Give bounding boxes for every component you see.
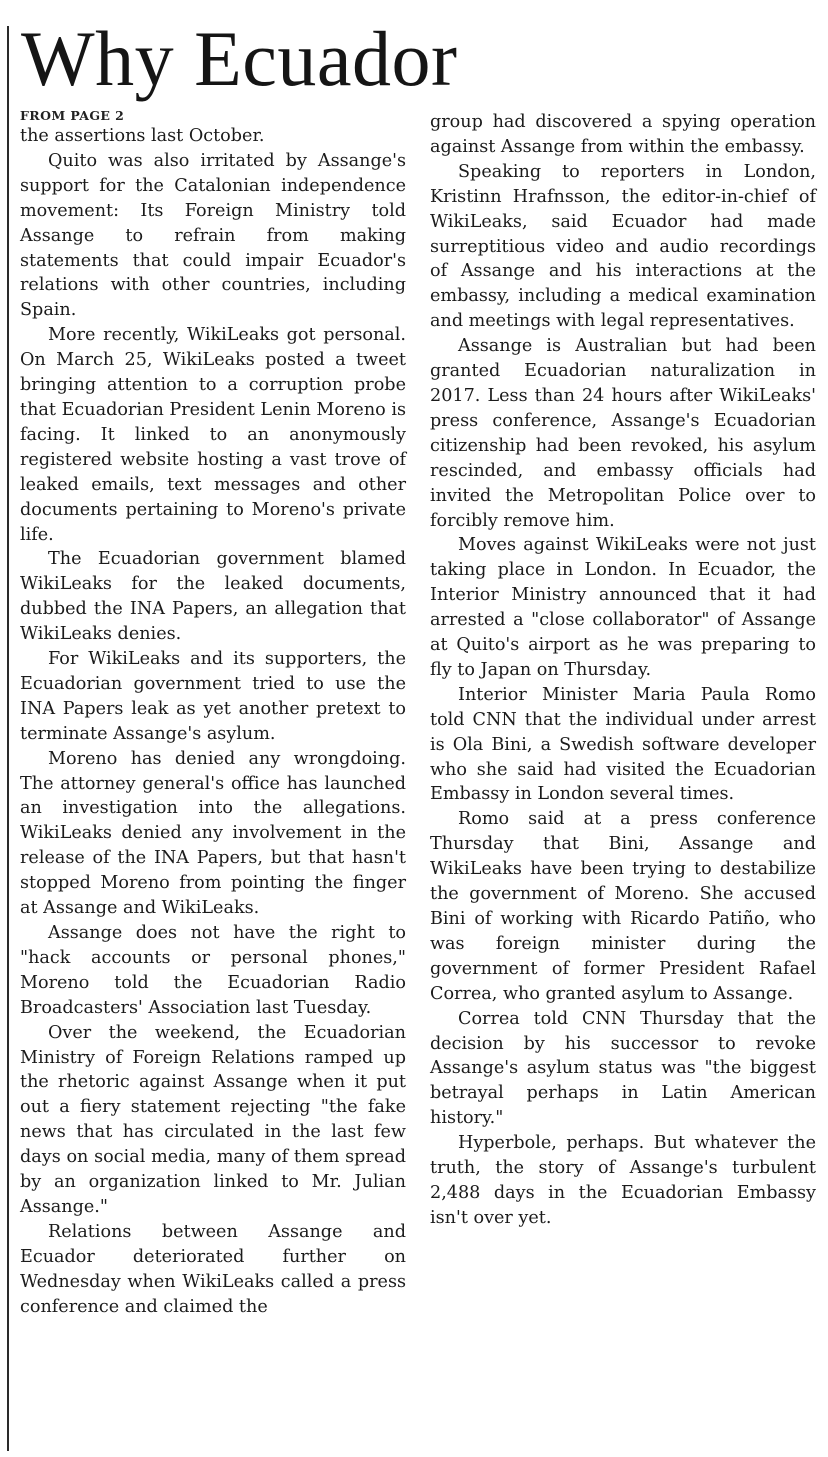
paragraph: Relations between Assange and Ecuador deteriorated further on Wednesday when WikiLeaks called a press conference and claimed the: [20, 1221, 406, 1317]
paragraph: For WikiLeaks and its supporters, the Ecuadorian government tried to use the INA Papers leak as yet another pretext to terminate Assange's asylum.: [20, 649, 406, 744]
column-rule: [7, 26, 9, 1451]
paragraph: Moreno has denied any wrongdoing. The attorney general's office has launched an investigation into the allegations. WikiLeaks denied any involvement in the release of the INA Papers, but that hasn't stopped Moreno from pointing the finger at Assange and WikiLeaks.: [20, 748, 406, 919]
right-column: [430, 110, 816, 1231]
paragraph: The Ecuadorian government blamed WikiLeaks for the leaked documents, dubbed the INA Papers, an allegation that WikiLeaks denies.: [20, 549, 406, 645]
paragraph: Assange is Australian but had been granted Ecuadorian naturalization in 2017. Less than 24 hours after WikiLeaks' press conference, Assange's Ecuadorian citizenship had been revoked, his asylum rescinded, and embassy officials had invited the Metropolitan Police over to forcibly remove him.: [430, 336, 816, 531]
paragraph: Moves against WikiLeaks were not just taking place in London. In Ecuador, the Interior Ministry announced that it had arrested a "close collaborator" of Assange at Quito's airport as he was preparing to fly to Japan on Thursday.: [430, 535, 816, 680]
paragraph: Speaking to reporters in London, Kristinn Hrafnsson, the editor-in-chief of WikiLeaks, said Ecuador had made surreptitious video and audio recordings of Assange and his interactions at the embassy, including a medical examination and meetings with legal representatives.: [430, 161, 816, 332]
paragraph: Quito was also irritated by Assange's support for the Catalonian independence movement: Its Foreign Ministry told Assange to refrain from making statements that could impair Ecuador's relations with other countries, including Spain.: [20, 150, 406, 321]
paragraph: Hyperbole, perhaps. But whatever the truth, the story of Assange's turbulent 2,488 days in the Ecuadorian Embassy isn't over yet.: [430, 1133, 816, 1228]
paragraph: Romo said at a press conference Thursday that Bini, Assange and WikiLeaks have been trying to destabilize the government of Moreno. She accused Bini of working with Ricardo Patiño, who was foreign minister during the government of former President Rafael Correa, who granted asylum to Assange.: [430, 809, 816, 1004]
paragraph: More recently, WikiLeaks got personal. On March 25, WikiLeaks posted a tweet bringing attention to a corruption probe that Ecuadorian President Lenin Moreno is facing. It linked to an anonymously registered website hosting a vast trove of leaked emails, text messages and other documents pertaining to Moreno's private life.: [20, 325, 406, 545]
paragraph: Over the weekend, the Ecuadorian Ministry of Foreign Relations ramped up the rhetoric against Assange when it put out a fiery statement rejecting "the fake news that has circulated in the last few days on social media, many of them spread by an organization linked to Mr. Julian Assange.": [20, 1022, 406, 1217]
paragraph: the assertions last October.: [20, 126, 265, 146]
paragraph: Interior Minister Maria Paula Romo told CNN that the individual under arrest is Ola Bini, a Swedish software developer who she said had visited the Ecuadorian Embassy in London several times.: [430, 684, 816, 805]
paragraph: Correa told CNN Thursday that the decision by his successor to revoke Assange's asylum status was "the biggest betrayal perhaps in Latin American history.": [430, 1008, 816, 1129]
jump-label: FROM PAGE 2: [20, 108, 125, 123]
headline: Why Ecuador: [21, 15, 458, 102]
paragraph: Assange does not have the right to "hack accounts or personal phones," Moreno told the Ecuadorian Radio Broadcasters' Association last Tuesday.: [20, 923, 406, 1018]
left-column: [20, 107, 406, 1320]
paragraph: group had discovered a spying operation against Assange from within the embassy.: [430, 112, 816, 157]
